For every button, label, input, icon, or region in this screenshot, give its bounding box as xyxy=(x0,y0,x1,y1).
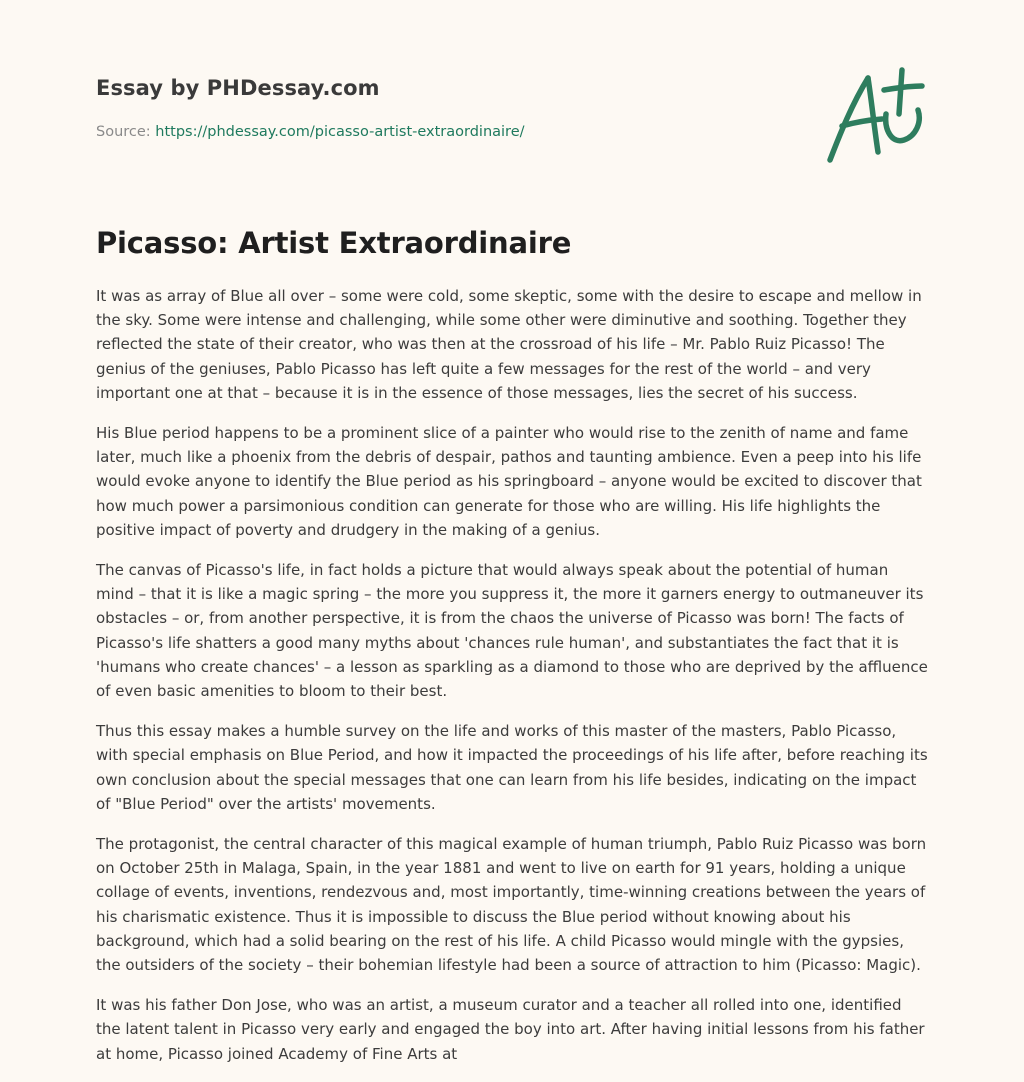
source-line xyxy=(96,124,525,140)
essay-paragraph: His Blue period happens to be a prominent slice of a painter who would rise to the zenith of name and fame later, much like a phoenix from the debris of despair, pathos and taunting ambience. Even a peep into his life would evoke anyone to identify the Blue period as his springboard – anyone would be excited to discover that how much power a parsimonious condition can generate for those who are willing. His life highlights the positive impact of poverty and drudgery in the making of a genius. xyxy=(96,424,922,539)
essay-paragraph: The canvas of Picasso's life, in fact holds a picture that would always speak about the potential of human mind – that it is like a magic spring – the more you suppress it, the more it garners energy to outmaneuver its obstacles – or, from another perspective, it is from the chaos the universe of Picasso was born! The facts of Picasso's life shatters a good many myths about 'chances rule human', and substantiates the fact that it is 'humans who create chances' – a lesson as sparkling as a diamond to those who are deprived by the affluence of even basic amenities to bloom to their best. xyxy=(96,561,928,701)
brand-title: Essay by PHDessay.com xyxy=(96,76,380,100)
page-header xyxy=(96,0,930,210)
source-label: Source: xyxy=(96,124,156,140)
essay-paragraph: It was his father Don Jose, who was an artist, a museum curator and a teacher all rolled into one, identified the latent talent in Picasso very early and engaged the boy into art. After having initial lessons from his father at home, Picasso joined Academy of Fine Arts at xyxy=(96,996,925,1063)
essay-page xyxy=(96,0,930,1063)
essay-title: Picasso: Artist Extraordinaire xyxy=(96,226,572,260)
essay-body xyxy=(96,284,930,1082)
essay-paragraph: Thus this essay makes a humble survey on the life and works of this master of the masters, Pablo Picasso, with special emphasis on Blue Period, and how it impacted the proceedings of his life after, before reaching its own conclusion about the special messages that one can learn from his life besides, indicating on the impact of "Blue Period" over the artists' movements. xyxy=(96,722,928,813)
essay-paragraph: The protagonist, the central character of this magical example of human triumph, Pablo Ruiz Picasso was born on October 25th in Malaga, Spain, in the year 1881 and went to live on earth for 91 years, holding a unique collage of events, inventions, rendezvous and, most importantly, time-winning creations between the years of his charismatic existence. Thus it is impossible to discuss the Blue period without knowing about his background, which had a solid bearing on the rest of his life. A child Picasso would mingle with the gypsies, the outsiders of the society – their bohemian lifestyle had been a source of attraction to him (Picasso: Magic). xyxy=(96,835,927,975)
a-plus-logo-icon xyxy=(822,64,932,168)
source-link[interactable]: https://phdessay.com/picasso-artist-extraordinaire/ xyxy=(155,124,525,140)
essay-paragraph: It was as array of Blue all over – some were cold, some skeptic, some with the desire to escape and mellow in the sky. Some were intense and challenging, while some other were diminutive and soothing. Together they reflected the state of their creator, who was then at the crossroad of his life – Mr. Pablo Ruiz Picasso! The genius of the geniuses, Pablo Picasso has left quite a few messages for the rest of the world – and very important one at that – because it is in the essence of those messages, lies the secret of his success. xyxy=(96,287,922,402)
